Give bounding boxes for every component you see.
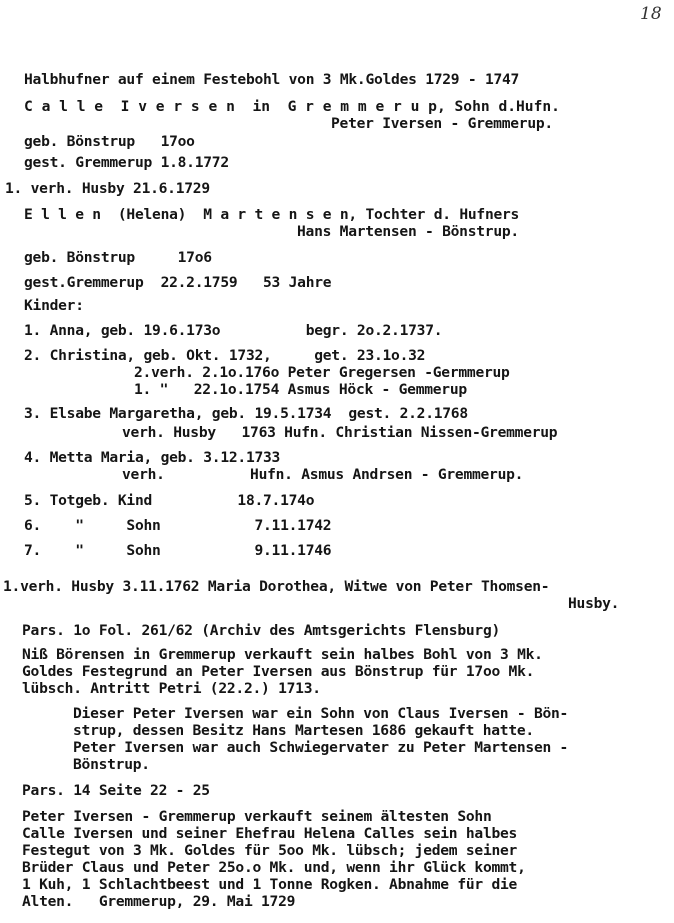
wife-father-line: Hans Martensen - Bönstrup. bbox=[297, 223, 519, 240]
father-line: Peter Iversen - Gremmerup. bbox=[331, 115, 553, 132]
source-2-line: Pars. 14 Seite 22 - 25 bbox=[22, 782, 210, 799]
child-7: 7. " Sohn 9.11.1746 bbox=[24, 542, 332, 559]
child-6: 6. " Sohn 7.11.1742 bbox=[24, 517, 332, 534]
child-2-marriage-1: 1. " 22.1o.1754 Asmus Höck - Gemmerup bbox=[134, 381, 467, 398]
child-2-marriage-2: 2.verh. 2.1o.176o Peter Gregersen -Germmerup bbox=[134, 364, 510, 381]
marriage-line: 1. verh. Husby 21.6.1729 bbox=[5, 180, 210, 197]
child-3: 3. Elsabe Margaretha, geb. 19.5.1734 gest. 2.2.1768 bbox=[24, 405, 468, 422]
source-2-text-5: 1 Kuh, 1 Schlachtbeest und 1 Tonne Rogken. Abnahme für die bbox=[22, 876, 518, 893]
source-1-text-2: Goldes Festegrund an Peter Iversen aus Bönstrup für 17oo Mk. bbox=[22, 663, 535, 680]
note-text-3: Peter Iversen war auch Schwiegervater zu Peter Martensen - bbox=[73, 739, 569, 756]
source-1-text-3: lübsch. Antritt Petri (22.2.) 1713. bbox=[22, 680, 321, 697]
child-4: 4. Metta Maria, geb. 3.12.1733 bbox=[24, 449, 281, 466]
wife-death-line: gest.Gremmerup 22.2.1759 53 Jahre bbox=[24, 274, 332, 291]
source-1-line: Pars. 1o Fol. 261/62 (Archiv des Amtsgerichts Flensburg) bbox=[22, 622, 501, 639]
wife-birth-line: geb. Bönstrup 17o6 bbox=[24, 249, 212, 266]
children-heading: Kinder: bbox=[24, 297, 84, 314]
source-2-text-2: Calle Iversen und seiner Ehefrau Helena Calles sein halbes bbox=[22, 825, 518, 842]
source-2-text-6: Alten. Gremmerup, 29. Mai 1729 bbox=[22, 893, 296, 910]
child-5: 5. Totgeb. Kind 18.7.174o bbox=[24, 492, 315, 509]
heading-line: Halbhufner auf einem Festebohl von 3 Mk.Goldes 1729 - 1747 bbox=[24, 71, 520, 88]
note-text-1: Dieser Peter Iversen war ein Sohn von Claus Iversen - Bön- bbox=[73, 705, 569, 722]
page-number: 18 bbox=[640, 4, 662, 24]
second-marriage-place: Husby. bbox=[568, 595, 620, 612]
person-name-line: C a l l e I v e r s e n in G r e m m e r u p, Sohn d.Hufn. bbox=[24, 98, 560, 115]
source-2-text-3: Festegut von 3 Mk. Goldes für 5oo Mk. lübsch; jedem seiner bbox=[22, 842, 518, 859]
source-2-text-4: Brüder Claus und Peter 25o.o Mk. und, wenn ihr Glück kommt, bbox=[22, 859, 526, 876]
wife-name-line: E l l e n (Helena) M a r t e n s e n, Tochter d. Hufners bbox=[24, 206, 520, 223]
child-2: 2. Christina, geb. Okt. 1732, get. 23.1o.32 bbox=[24, 347, 426, 364]
source-1-text-1: Niß Börensen in Gremmerup verkauft sein halbes Bohl von 3 Mk. bbox=[22, 646, 543, 663]
child-4-marriage: verh. Hufn. Asmus Andrsen - Gremmerup. bbox=[122, 466, 524, 483]
child-1: 1. Anna, geb. 19.6.173o begr. 2o.2.1737. bbox=[24, 322, 443, 339]
note-text-4: Bönstrup. bbox=[73, 756, 150, 773]
birth-line: geb. Bönstrup 17oo bbox=[24, 133, 195, 150]
death-line: gest. Gremmerup 1.8.1772 bbox=[24, 154, 229, 171]
second-marriage-line: 1.verh. Husby 3.11.1762 Maria Dorothea, Witwe von Peter Thomsen- bbox=[3, 578, 550, 595]
child-3-marriage: verh. Husby 1763 Hufn. Christian Nissen-Gremmerup bbox=[122, 424, 558, 441]
note-text-2: strup, dessen Besitz Hans Martesen 1686 gekauft hatte. bbox=[73, 722, 534, 739]
source-2-text-1: Peter Iversen - Gremmerup verkauft seinem ältesten Sohn bbox=[22, 808, 492, 825]
